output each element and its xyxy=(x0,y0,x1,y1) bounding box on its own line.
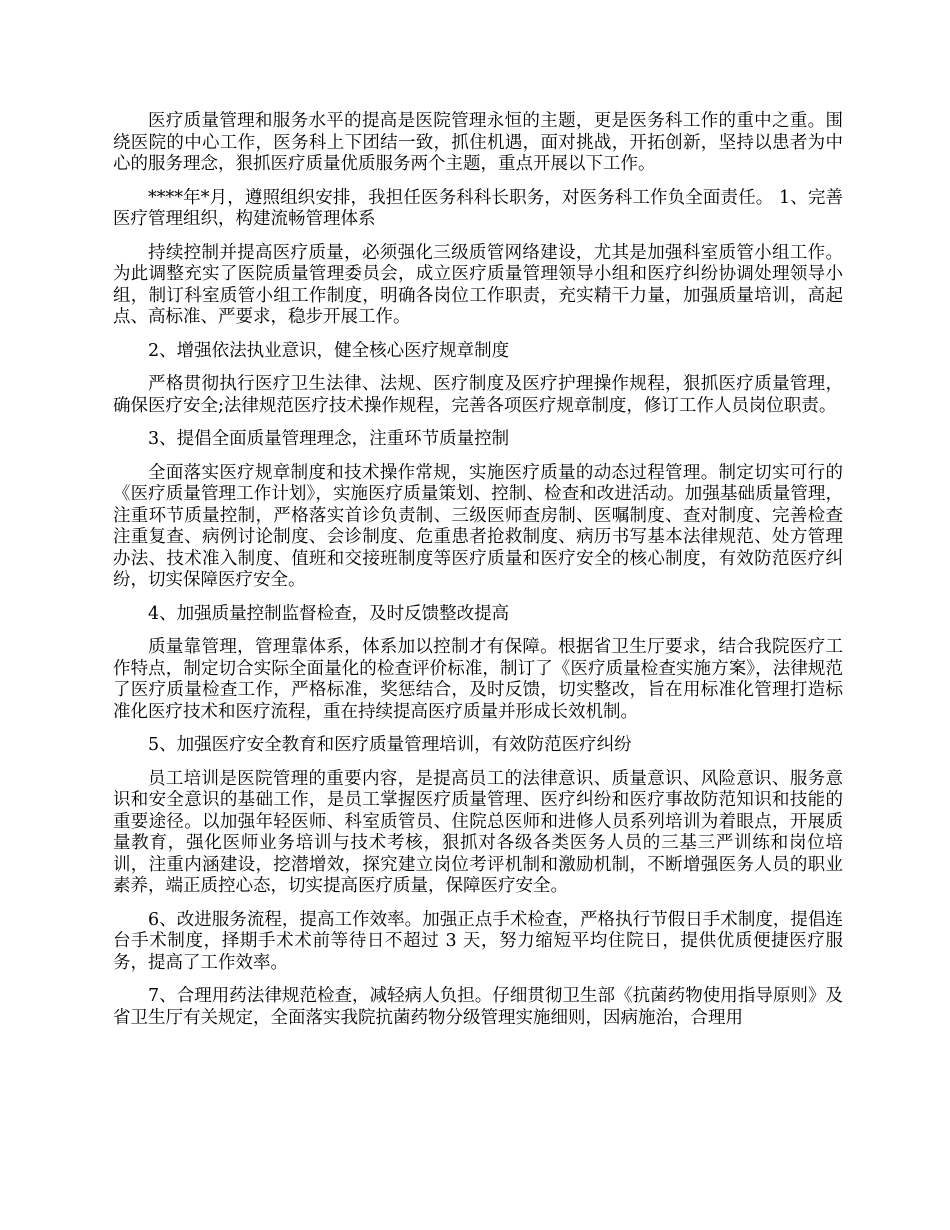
body-paragraph: 严格贯彻执行医疗卫生法律、法规、医疗制度及医疗护理操作规程，狠抓医疗质量管理，确保医疗安全;法律规范医疗技术操作规程，完善各项医疗规章制度，修订工作人员岗位职责。 xyxy=(113,374,843,416)
body-paragraph: 7、合理用药法律规范检查，减轻病人负担。仔细贯彻卫生部《抗菌药物使用指导原则》及省卫生厅有关规定，全面落实我院抗菌药物分级管理实施细则，因病施治，合理用 xyxy=(113,986,843,1028)
appointment-paragraph: ****年*月，遵照组织安排，我担任医务科科长职务，对医务科工作负全面责任。 1、完善医疗管理组织，构建流畅管理体系 xyxy=(113,187,843,229)
section-heading: 3、提倡全面质量管理理念，注重环节质量控制 xyxy=(148,429,510,449)
section-heading: 5、加强医疗安全教育和医疗质量管理培训，有效防范医疗纠纷 xyxy=(148,735,632,755)
body-paragraph: 持续控制并提高医疗质量，必须强化三级质管网络建设，尤其是加强科室质管小组工作。为此调整充实了医院质量管理委员会，成立医疗质量管理领导小组和医疗纠纷协调处理领导小组，制订科室质管小组工作制度，明确各岗位工作职责，充实精干力量，加强质量培训，高起点、高标准、严要求，稳步开展工作。 xyxy=(113,242,843,327)
section-heading: 2、增强依法执业意识，健全核心医疗规章制度 xyxy=(148,340,510,361)
intro-paragraph: 医疗质量管理和服务水平的提高是医院管理永恒的主题，更是医务科工作的重中之重。围绕医院的中心工作，医务科上下团结一致，抓住机遇，面对挑战，开拓创新，坚持以患者为中心的服务理念，狠抓医疗质量优质服务两个主题，重点开展以下工作。 xyxy=(113,111,843,174)
section-heading: 4、加强质量控制监督检查，及时反馈整改提高 xyxy=(148,603,510,624)
body-paragraph: 全面落实医疗规章制度和技术操作常规，实施医疗质量的动态过程管理。制定切实可行的《医疗质量管理工作计划》，实施医疗质量策划、控制、检查和改进活动。加强基础质量管理，注重环节质量控制，严格落实首诊负责制、三级医师查房制、医嘱制度、查对制度、完善检查注重复查、病例讨论制度、会诊制度、危重患者抢救制度、病历书写基本法律规范、处方管理办法、技术准入制度、值班和交接班制度等医疗质量和医疗安全的核心制度，有效防范医疗纠纷，切实保障医疗安全。 xyxy=(113,462,843,590)
body-paragraph: 质量靠管理，管理靠体系，体系加以控制才有保障。根据省卫生厅要求，结合我院医疗工作特点，制定切合实际全面量化的检查评价标准，制订了《医疗质量检查实施方案》，法律规范了医疗质量检查工作，严格标准，奖惩结合，及时反馈，切实整改，旨在用标准化管理打造标准化医疗技术和医疗流程，重在持续提高医疗质量并形成长效机制。 xyxy=(113,637,843,722)
document-body xyxy=(113,111,843,1041)
body-paragraph: 员工培训是医院管理的重要内容，是提高员工的法律意识、质量意识、风险意识、服务意识和安全意识的基础工作，是员工掌握医疗质量管理、医疗纠纷和医疗事故防范知识和技能的重要途径。以加强年轻医师、科室质管员、住院总医师和进修人员系列培训为着眼点，开展质量教育，强化医师业务培训与技术考核，狠抓对各级各类医务人员的三基三严训练和岗位培训，注重内涵建设，挖潜增效，探究建立岗位考评机制和激励机制，不断增强医务人员的职业素养，端正质控心态，切实提高医疗质量，保障医疗安全。 xyxy=(113,768,843,896)
body-paragraph: 6、改进服务流程，提高工作效率。加强正点手术检查，严格执行节假日手术制度，提倡连台手术制度，择期手术术前等待日不超过 3 天，努力缩短平均住院日，提供优质便捷医疗服务，提高了工作效率。 xyxy=(113,909,843,973)
